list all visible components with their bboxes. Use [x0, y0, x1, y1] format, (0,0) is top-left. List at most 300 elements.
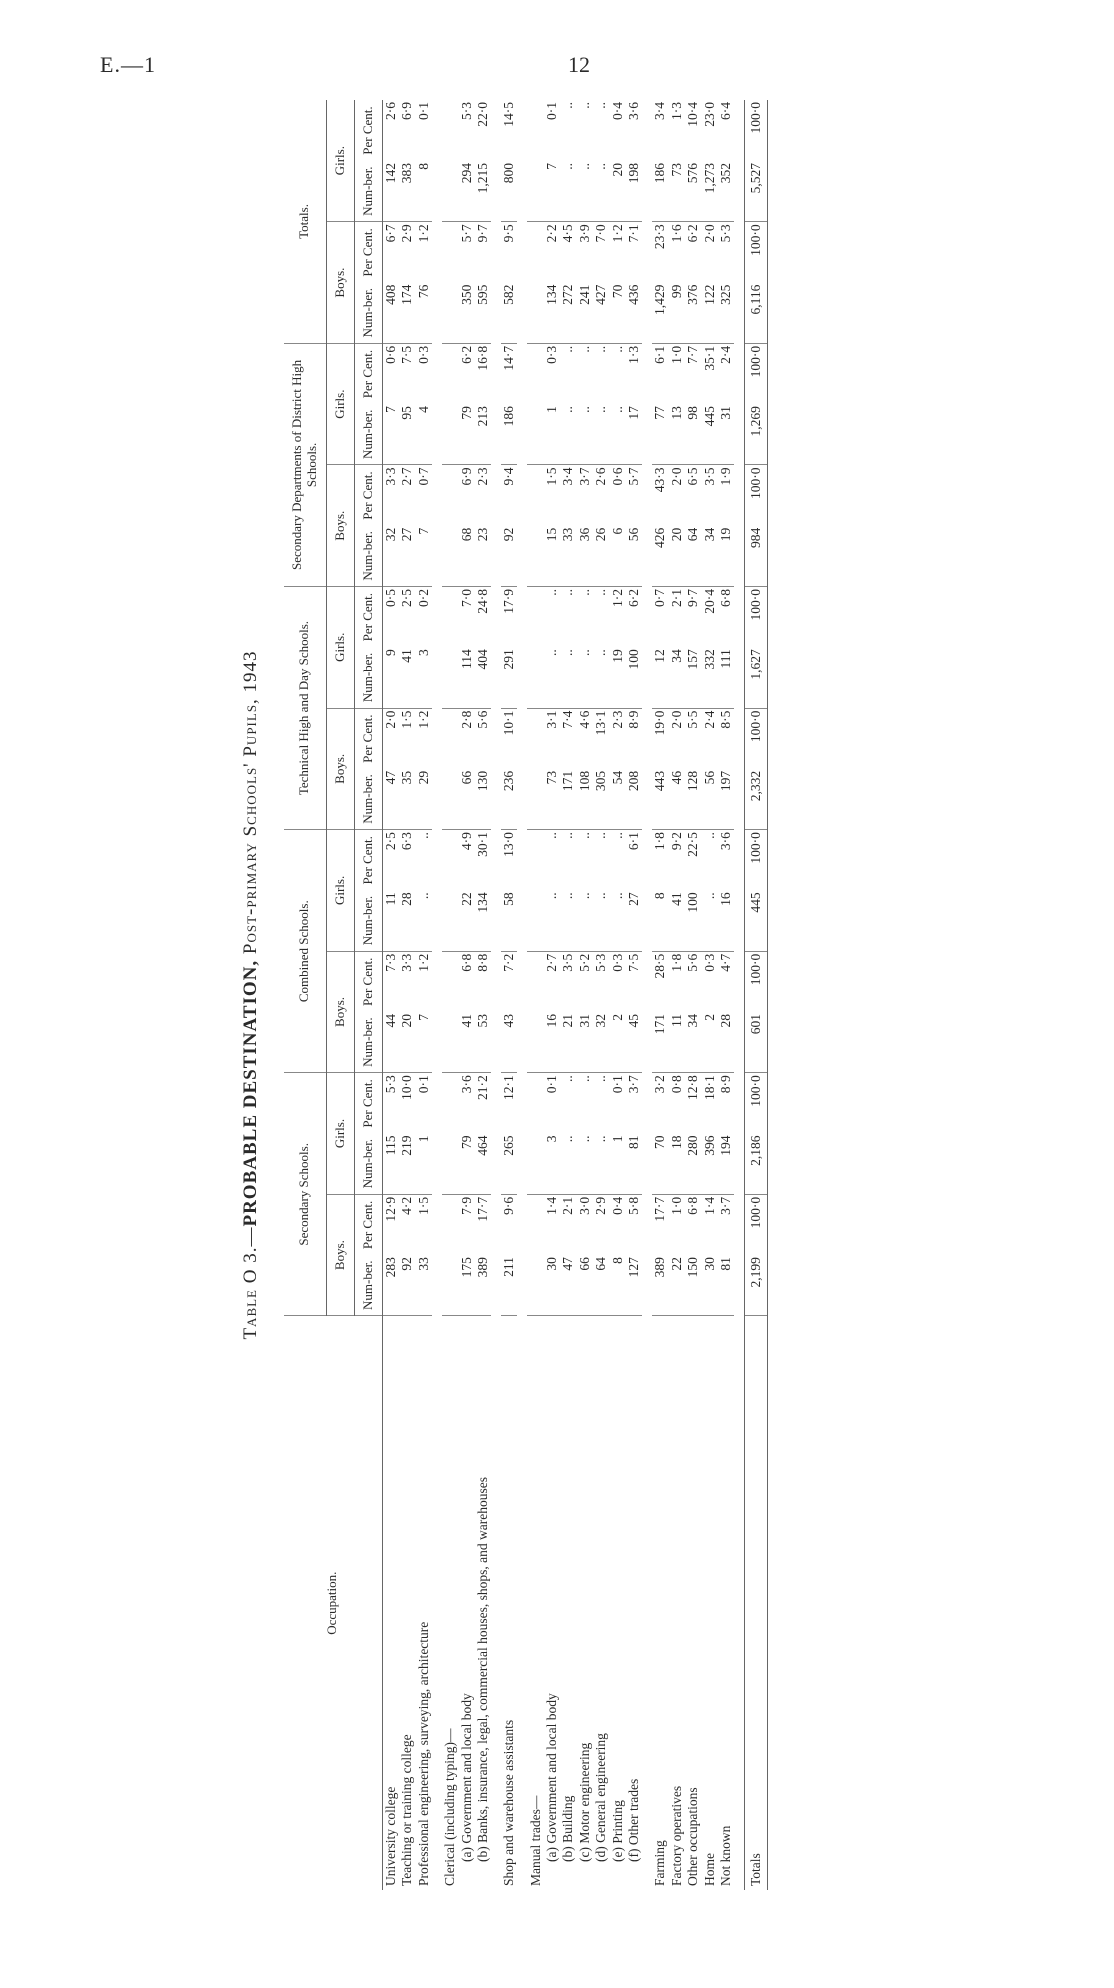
- per-cent-header: Per Cent.: [354, 951, 382, 1012]
- table-title: [240, 100, 262, 1890]
- number-cell: 3: [416, 647, 432, 708]
- number-cell: 73: [544, 769, 560, 830]
- number-cell: 68: [458, 526, 474, 587]
- per-cent-header: Per Cent.: [354, 100, 382, 161]
- occupation-label: Professional engineering, surveying, architecture: [415, 1621, 431, 1886]
- number-cell: 13: [669, 404, 685, 465]
- per-cent-cell: 5·3: [593, 953, 609, 972]
- number-cell: 445: [701, 404, 717, 465]
- per-cent-cell: 6·2: [626, 589, 642, 607]
- number-cell: 114: [458, 647, 474, 708]
- per-cent-cell: 30·1: [474, 832, 490, 857]
- per-cent-cell: ..: [560, 832, 576, 839]
- number-cell: [527, 769, 543, 830]
- number-cell: [527, 526, 543, 587]
- per-cent-cell: 0·4: [609, 1196, 625, 1215]
- per-cent-cell: 6·2: [458, 345, 474, 364]
- per-cent-cell: 14·5: [501, 102, 517, 127]
- number-cell: 12: [652, 647, 668, 708]
- per-cent-cell: 1·6: [668, 224, 684, 243]
- number-cell: [527, 404, 543, 465]
- spacer-row: [734, 100, 745, 1890]
- per-cent-cell: 1·5: [544, 467, 560, 486]
- number-cell: 66: [577, 1255, 593, 1316]
- number-cell: 376: [685, 283, 701, 344]
- number-cell: [442, 283, 458, 344]
- number-cell: 134: [475, 890, 491, 951]
- number-cell: 208: [626, 769, 642, 830]
- number-cell: [527, 1134, 543, 1195]
- number-cell: 213: [475, 404, 491, 465]
- number-header: Num-ber.: [354, 283, 382, 344]
- page-code: E.—1: [100, 52, 156, 77]
- number-cell: 8: [416, 161, 432, 222]
- number-header: Num-ber.: [354, 890, 382, 951]
- per-cent-cell: 2·0: [668, 467, 684, 486]
- per-cent-cell: 13·0: [501, 832, 517, 857]
- per-cent-cell: [442, 587, 458, 648]
- number-header: Num-ber.: [354, 526, 382, 587]
- number-cell: 58: [501, 890, 517, 951]
- number-cell: 76: [416, 283, 432, 344]
- per-cent-cell: 0·1: [544, 1075, 560, 1094]
- page-number: 12: [568, 52, 590, 77]
- per-cent-cell: 7·4: [560, 710, 576, 729]
- number-cell: [442, 404, 458, 465]
- number-cell: ..: [701, 890, 717, 951]
- number-cell: 17: [626, 404, 642, 465]
- number-cell: 44: [382, 1012, 399, 1073]
- per-cent-cell: 9·7: [474, 224, 490, 243]
- table-row: [685, 100, 701, 1890]
- per-cent-cell: 0·5: [382, 589, 398, 607]
- per-cent-cell: 0·3: [701, 953, 717, 972]
- table-row: [475, 100, 491, 1890]
- spacer-cell: [734, 100, 745, 1890]
- per-cent-cell: 6·5: [685, 467, 701, 486]
- per-cent-cell: 2·1: [668, 589, 684, 607]
- number-cell: 142: [382, 161, 399, 222]
- per-cent-cell: 1·2: [609, 224, 625, 243]
- spacer-cell: [491, 100, 501, 1890]
- number-cell: [442, 1255, 458, 1316]
- number-cell: 6,116: [745, 283, 768, 344]
- per-cent-cell: 5·3: [382, 1075, 398, 1094]
- per-cent-cell: [442, 343, 458, 404]
- number-cell: 130: [475, 769, 491, 830]
- number-cell: 26: [593, 526, 609, 587]
- table-row: [458, 100, 474, 1890]
- sex-header-boys: Boys.: [326, 951, 354, 1073]
- per-cent-cell: 1·0: [668, 1196, 684, 1215]
- per-cent-cell: 7·2: [501, 953, 517, 972]
- number-header: Num-ber.: [354, 1255, 382, 1316]
- per-cent-cell: ..: [560, 1075, 576, 1082]
- number-cell: 81: [718, 1255, 734, 1316]
- per-cent-cell: 2·0: [382, 710, 398, 729]
- number-cell: 64: [593, 1255, 609, 1316]
- number-cell: 211: [501, 1255, 517, 1316]
- per-cent-cell: 5·3: [458, 102, 474, 120]
- number-cell: 108: [577, 769, 593, 830]
- per-cent-cell: 8·8: [474, 953, 490, 972]
- number-cell: 70: [652, 1134, 668, 1195]
- sex-header-girls: Girls.: [326, 587, 354, 709]
- number-cell: 33: [416, 1255, 432, 1316]
- per-cent-cell: 3·4: [652, 102, 668, 120]
- per-cent-cell: 4·9: [458, 832, 474, 851]
- per-cent-cell: 5·5: [685, 710, 701, 729]
- number-cell: 15: [544, 526, 560, 587]
- number-cell: ..: [560, 647, 576, 708]
- number-cell: 291: [501, 647, 517, 708]
- number-cell: 28: [718, 1012, 734, 1073]
- number-cell: ..: [593, 1134, 609, 1195]
- per-cent-cell: 7·9: [458, 1196, 474, 1215]
- per-cent-cell: 1·5: [399, 710, 415, 729]
- per-cent-cell: 3·3: [382, 467, 398, 486]
- number-cell: 20: [609, 161, 625, 222]
- occupation-label: (c) Motor engineering: [576, 1742, 592, 1862]
- number-cell: 46: [669, 769, 685, 830]
- number-cell: 92: [501, 526, 517, 587]
- number-cell: 186: [501, 404, 517, 465]
- per-cent-cell: 7·5: [399, 345, 415, 364]
- number-cell: 7: [544, 161, 560, 222]
- number-cell: 34: [669, 647, 685, 708]
- number-cell: 426: [652, 526, 668, 587]
- per-cent-cell: 2·7: [544, 953, 560, 972]
- per-cent-cell: 14·7: [501, 345, 517, 371]
- per-cent-cell: 8·9: [717, 1075, 733, 1094]
- number-cell: 1,627: [745, 647, 768, 708]
- number-cell: 408: [382, 283, 399, 344]
- number-cell: 350: [458, 283, 474, 344]
- occupation-label: Teaching or training college: [399, 1734, 415, 1886]
- number-cell: 56: [626, 526, 642, 587]
- per-cent-cell: [442, 222, 458, 283]
- per-cent-cell: 1·0: [668, 345, 684, 364]
- number-cell: [527, 161, 543, 222]
- per-cent-cell: 1·3: [626, 345, 642, 364]
- number-cell: 122: [701, 283, 717, 344]
- per-cent-cell: [527, 222, 543, 283]
- number-cell: 31: [718, 404, 734, 465]
- occupation-label: Other occupations: [685, 1787, 701, 1886]
- number-cell: 582: [501, 283, 517, 344]
- per-cent-cell: 17·9: [501, 589, 517, 614]
- per-cent-cell: [527, 1194, 543, 1255]
- occupation-label: Manual trades—: [527, 1795, 543, 1886]
- number-cell: 280: [685, 1134, 701, 1195]
- number-cell: 427: [593, 283, 609, 344]
- per-cent-cell: ..: [544, 832, 560, 839]
- number-cell: [442, 1012, 458, 1073]
- number-cell: 100: [685, 890, 701, 951]
- per-cent-cell: [442, 1073, 458, 1134]
- number-header: Num-ber.: [354, 404, 382, 465]
- number-cell: 79: [458, 404, 474, 465]
- per-cent-header: Per Cent.: [354, 465, 382, 526]
- per-cent-cell: 6·9: [399, 102, 415, 120]
- per-cent-cell: ..: [560, 345, 576, 353]
- per-cent-cell: 13·1: [593, 710, 609, 736]
- per-cent-cell: 1·2: [415, 710, 431, 729]
- per-cent-cell: 1·5: [415, 1196, 431, 1215]
- number-cell: [527, 890, 543, 951]
- per-cent-cell: 4·5: [560, 224, 576, 243]
- number-cell: 404: [475, 647, 491, 708]
- number-cell: 194: [718, 1134, 734, 1195]
- per-cent-cell: 3·4: [560, 467, 576, 486]
- spacer-cell: [517, 100, 527, 1890]
- number-cell: 34: [685, 1012, 701, 1073]
- per-cent-cell: ..: [544, 589, 560, 596]
- per-cent-header: Per Cent.: [354, 1073, 382, 1134]
- number-cell: 98: [685, 404, 701, 465]
- per-cent-cell: 4·6: [576, 710, 592, 729]
- number-cell: ..: [544, 647, 560, 708]
- sex-header-boys: Boys.: [326, 465, 354, 587]
- table-row: [544, 100, 560, 1890]
- number-cell: 30: [544, 1255, 560, 1316]
- table-row: [718, 100, 734, 1890]
- occupation-label: (e) Printing: [609, 1800, 625, 1862]
- per-cent-cell: 5·7: [458, 224, 474, 243]
- number-cell: 77: [652, 404, 668, 465]
- per-cent-cell: 6·8: [685, 1196, 701, 1215]
- per-cent-cell: 3·0: [576, 1196, 592, 1215]
- per-cent-cell: 1·2: [415, 953, 431, 972]
- number-cell: 47: [560, 1255, 576, 1316]
- number-cell: 11: [382, 890, 399, 951]
- number-cell: 464: [475, 1134, 491, 1195]
- per-cent-header: Per Cent.: [354, 343, 382, 404]
- number-cell: ..: [577, 161, 593, 222]
- per-cent-cell: 2·6: [593, 467, 609, 486]
- number-cell: 22: [669, 1255, 685, 1316]
- number-cell: 265: [501, 1134, 517, 1195]
- occupation-label: Totals: [745, 1316, 768, 1890]
- per-cent-cell: 4·2: [399, 1196, 415, 1215]
- number-cell: 36: [577, 526, 593, 587]
- number-cell: 20: [399, 1012, 415, 1073]
- number-cell: 32: [593, 1012, 609, 1073]
- number-cell: 56: [701, 769, 717, 830]
- per-cent-cell: 19·0: [652, 710, 668, 736]
- number-cell: 1,429: [652, 283, 668, 344]
- per-cent-cell: 3·6: [626, 102, 642, 120]
- number-cell: 41: [669, 890, 685, 951]
- per-cent-cell: 18·1: [701, 1075, 717, 1100]
- table-row: [501, 100, 517, 1890]
- number-cell: 16: [718, 890, 734, 951]
- per-cent-cell: 3·7: [626, 1075, 642, 1094]
- per-cent-cell: 5·7: [626, 467, 642, 486]
- sex-header-boys: Boys.: [326, 222, 354, 344]
- number-cell: [442, 526, 458, 587]
- number-cell: 6: [609, 526, 625, 587]
- number-cell: 18: [669, 1134, 685, 1195]
- number-cell: 383: [399, 161, 415, 222]
- per-cent-cell: 2·4: [717, 345, 733, 364]
- number-cell: ..: [593, 404, 609, 465]
- per-cent-cell: 6·7: [382, 224, 398, 243]
- number-cell: 127: [626, 1255, 642, 1316]
- per-cent-cell: 100·0: [745, 343, 768, 404]
- per-cent-cell: 2·5: [382, 832, 398, 851]
- number-cell: 171: [560, 769, 576, 830]
- number-cell: 2,199: [745, 1255, 768, 1316]
- totals-row: [745, 100, 768, 1890]
- per-cent-cell: 12·1: [501, 1075, 517, 1100]
- number-cell: 115: [382, 1134, 399, 1195]
- number-cell: 1: [609, 1134, 625, 1195]
- number-cell: ..: [544, 890, 560, 951]
- per-cent-cell: 1·4: [701, 1196, 717, 1215]
- group-header-secondary: Secondary Schools.: [284, 1073, 326, 1316]
- table-row: [399, 100, 415, 1890]
- number-cell: 34: [701, 526, 717, 587]
- number-cell: [527, 283, 543, 344]
- per-cent-cell: ..: [560, 589, 576, 596]
- per-cent-header: Per Cent.: [354, 708, 382, 769]
- number-cell: 27: [626, 890, 642, 951]
- table-row: [527, 100, 543, 1890]
- per-cent-cell: 22·0: [474, 102, 490, 127]
- per-cent-cell: 3·6: [717, 832, 733, 851]
- number-cell: 174: [399, 283, 415, 344]
- table-row: [626, 100, 642, 1890]
- group-header-district: Secondary Departments of District High Schools.: [284, 343, 326, 586]
- per-cent-cell: 7·1: [626, 224, 642, 243]
- per-cent-cell: ..: [576, 1075, 592, 1082]
- number-cell: 134: [544, 283, 560, 344]
- number-cell: ..: [416, 890, 432, 951]
- number-cell: 16: [544, 1012, 560, 1073]
- per-cent-cell: ..: [593, 102, 609, 109]
- per-cent-cell: 1·2: [609, 589, 625, 607]
- per-cent-cell: 20·4: [701, 589, 717, 614]
- per-cent-cell: ..: [576, 832, 592, 839]
- occupation-label: Clerical (including typing)—: [442, 1728, 458, 1886]
- per-cent-cell: [442, 100, 458, 161]
- per-cent-cell: 12·8: [685, 1075, 701, 1100]
- number-cell: 95: [399, 404, 415, 465]
- per-cent-cell: 1·8: [668, 953, 684, 972]
- rotated-table-region: [240, 100, 960, 1890]
- per-cent-cell: 0·7: [652, 589, 668, 607]
- per-cent-cell: 22·5: [685, 832, 701, 857]
- number-cell: 1,273: [701, 161, 717, 222]
- per-cent-cell: ..: [593, 832, 609, 839]
- number-cell: 1,215: [475, 161, 491, 222]
- per-cent-header: Per Cent.: [354, 1194, 382, 1255]
- per-cent-header: Per Cent.: [354, 830, 382, 891]
- spacer-row: [642, 100, 652, 1890]
- number-cell: 45: [626, 1012, 642, 1073]
- per-cent-cell: 0·3: [544, 345, 560, 364]
- number-cell: 29: [416, 769, 432, 830]
- per-cent-cell: 100·0: [745, 100, 768, 161]
- per-cent-header: Per Cent.: [354, 587, 382, 648]
- per-cent-cell: [527, 1073, 543, 1134]
- per-cent-cell: 6·8: [458, 953, 474, 972]
- number-cell: 396: [701, 1134, 717, 1195]
- per-cent-cell: [527, 343, 543, 404]
- per-cent-cell: 9·4: [501, 467, 517, 486]
- number-cell: ..: [577, 1134, 593, 1195]
- occupation-label: (b) Banks, insurance, legal, commercial houses, shops, and warehouses: [474, 1476, 490, 1862]
- per-cent-cell: 6·1: [652, 345, 668, 364]
- per-cent-cell: 100·0: [745, 951, 768, 1012]
- number-cell: 157: [685, 647, 701, 708]
- per-cent-cell: 3·5: [701, 467, 717, 486]
- per-cent-cell: 43·3: [652, 467, 668, 493]
- group-header-technical: Technical High and Day Schools.: [284, 587, 326, 830]
- number-cell: ..: [560, 1134, 576, 1195]
- per-cent-cell: ..: [701, 832, 717, 839]
- number-cell: 186: [652, 161, 668, 222]
- number-cell: 128: [685, 769, 701, 830]
- spacer-row: [491, 100, 501, 1890]
- per-cent-cell: ..: [415, 832, 431, 839]
- sex-header-girls: Girls.: [326, 343, 354, 465]
- number-cell: 325: [718, 283, 734, 344]
- number-cell: 28: [399, 890, 415, 951]
- number-cell: ..: [577, 890, 593, 951]
- number-cell: 236: [501, 769, 517, 830]
- spacer-row: [432, 100, 442, 1890]
- per-cent-cell: [527, 100, 543, 161]
- per-cent-cell: 12·9: [382, 1196, 398, 1222]
- per-cent-cell: 17·7: [652, 1196, 668, 1222]
- per-cent-cell: 35·1: [701, 345, 717, 371]
- number-cell: 92: [399, 1255, 415, 1316]
- per-cent-cell: 2·0: [668, 710, 684, 729]
- number-cell: 5,527: [745, 161, 768, 222]
- per-cent-cell: 0·1: [609, 1075, 625, 1094]
- per-cent-cell: 3·2: [652, 1075, 668, 1094]
- number-header: Num-ber.: [354, 769, 382, 830]
- number-header: Num-ber.: [354, 1012, 382, 1073]
- per-cent-cell: 9·2: [668, 832, 684, 851]
- per-cent-cell: 7·7: [685, 345, 701, 364]
- table-row: [382, 100, 399, 1890]
- number-cell: 197: [718, 769, 734, 830]
- occupation-label: (b) Building: [560, 1795, 576, 1862]
- number-cell: ..: [560, 404, 576, 465]
- occupation-label: University college: [382, 1786, 398, 1886]
- number-cell: 70: [609, 283, 625, 344]
- number-cell: 171: [652, 1012, 668, 1073]
- number-cell: 389: [652, 1255, 668, 1316]
- per-cent-cell: 5·3: [717, 224, 733, 243]
- spacer-cell: [432, 100, 442, 1890]
- per-cent-cell: 7·5: [626, 953, 642, 972]
- per-cent-cell: 3·7: [576, 467, 592, 486]
- number-cell: [442, 890, 458, 951]
- per-cent-cell: 100·0: [745, 708, 768, 769]
- number-cell: [442, 161, 458, 222]
- number-cell: 111: [718, 647, 734, 708]
- per-cent-cell: 10·1: [501, 710, 517, 736]
- number-cell: 21: [560, 1012, 576, 1073]
- per-cent-cell: 100·0: [745, 1073, 768, 1134]
- number-cell: 53: [475, 1012, 491, 1073]
- per-cent-cell: 3·3: [399, 953, 415, 972]
- per-cent-cell: ..: [576, 345, 592, 353]
